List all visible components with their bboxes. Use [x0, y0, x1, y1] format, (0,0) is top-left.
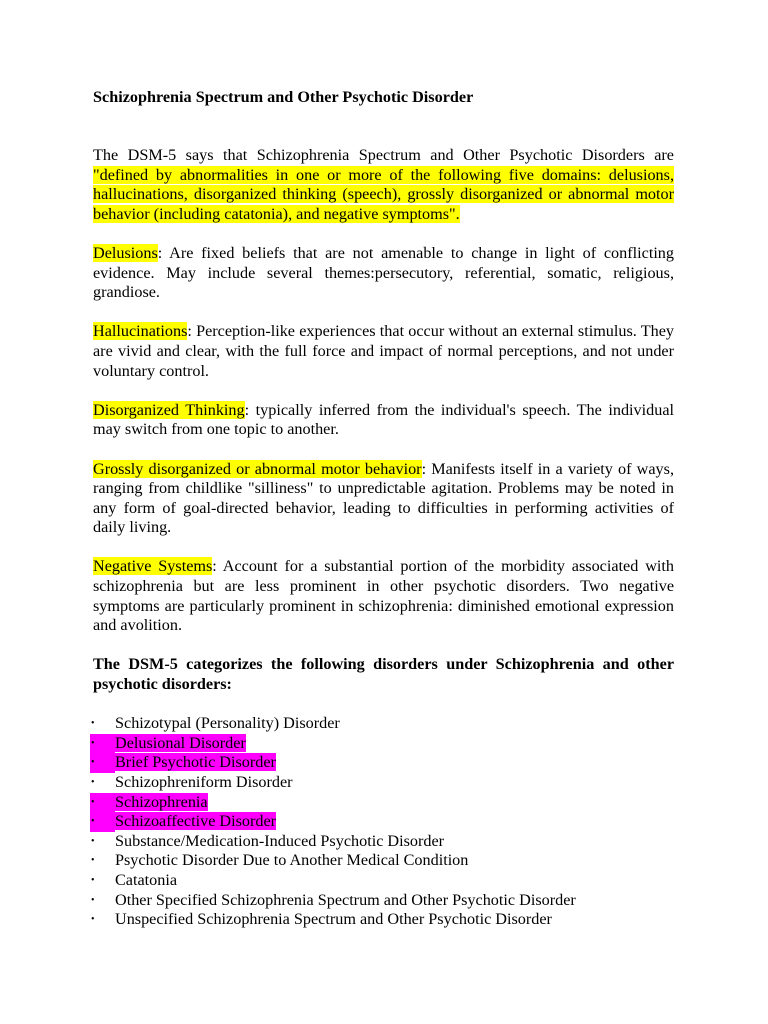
list-item-label: Other Specified Schizophrenia Spectrum and Other Psychotic Disorder [115, 890, 576, 909]
bullet-icon: • [91, 718, 95, 730]
bullet-icon: • [90, 812, 115, 832]
list-item [68, 734, 674, 754]
list-item [68, 832, 674, 852]
definition-text: Perception-like experiences that occur without an external stimulus. They are vivid and clear, with the full force and impact of normal perceptions, and not under voluntary control. [93, 322, 674, 380]
definition-separator: : [212, 557, 223, 576]
definition-term: Hallucinations [93, 322, 188, 341]
document-title: Schizophrenia Spectrum and Other Psychotic Disorder [93, 88, 474, 106]
intro-lead: The DSM-5 says that Schizophrenia Spectrum and Other Psychotic Disorders are [93, 146, 674, 164]
bullet-icon: • [91, 835, 95, 847]
bullet-icon: • [91, 914, 95, 926]
list-item-label: Catatonia [115, 870, 178, 889]
list-item [68, 714, 674, 734]
definition-separator: : [187, 322, 197, 341]
list-item-label: Unspecified Schizophrenia Spectrum and Other Psychotic Disorder [115, 910, 552, 929]
bullet-icon: • [90, 753, 115, 773]
definition-term: Grossly disorganized or abnormal motor behavior [93, 459, 422, 478]
disorder-list [93, 714, 674, 930]
list-item-label: Schizophrenia [115, 792, 208, 811]
list-item [68, 871, 674, 891]
definition-motor-behavior [93, 460, 674, 538]
bullet-icon: • [91, 855, 95, 867]
intro-paragraph [93, 146, 674, 224]
definition-term: Delusions [93, 243, 158, 262]
definition-delusions [93, 244, 674, 303]
bullet-icon: • [90, 734, 115, 754]
list-item [68, 793, 674, 813]
intro-quote: "defined by abnormalities in one or more of the following five domains: delusions, hallucinations, disorganized thinking (speech), grossly disorganized or abnormal motor behavior (including catatonia), and negative symptoms". [93, 165, 674, 223]
definition-text: typically inferred from the individual's speech. The individual may switch from one topic to another. [93, 400, 674, 439]
bullet-icon: • [91, 777, 95, 788]
list-item [68, 891, 674, 911]
definition-text: Manifests itself in a variety of ways, ranging from childlike "silliness" to unpredictable agitation. Problems may be noted in any form of goal-directed behavior, leading to difficulties in performing activities of daily living. [93, 459, 674, 537]
list-item [68, 812, 674, 832]
definition-term: Negative Systems [93, 557, 213, 576]
bullet-icon: • [91, 874, 95, 886]
list-item-label: Delusional Disorder [115, 733, 246, 752]
categories-heading: The DSM-5 categorizes the following disorders under Schizophrenia and other psychotic disorders: [93, 655, 674, 694]
list-item-label: Brief Psychotic Disorder [115, 753, 276, 772]
bullet-icon: • [90, 793, 115, 813]
definition-hallucinations [93, 322, 674, 381]
definition-disorganized-thinking [93, 401, 674, 440]
list-item [68, 851, 674, 871]
definition-text: Account for a substantial portion of the morbidity associated with schizophrenia but are less prominent in other psychotic disorders. Two negative symptoms are particularly prominent in schizophrenia: diminished emotional expression and avolition. [93, 557, 674, 635]
document-page [93, 88, 674, 930]
list-item-label: Schizotypal (Personality) Disorder [115, 714, 340, 733]
definition-separator: : [157, 243, 170, 262]
definition-negative-systems [93, 557, 674, 635]
definition-term: Disorganized Thinking [93, 400, 245, 419]
definition-separator: : [421, 459, 432, 478]
definition-separator: : [244, 400, 256, 419]
list-item [68, 753, 674, 773]
list-item-label: Psychotic Disorder Due to Another Medical Condition [115, 851, 469, 870]
list-item-label: Schizoaffective Disorder [115, 812, 277, 831]
list-item-label: Schizophreniform Disorder [115, 773, 293, 791]
definition-text: Are fixed beliefs that are not amenable to change in light of conflicting evidence. May include several themes:persecutory, referential, somatic, religious, grandiose. [93, 243, 674, 302]
list-item-label: Substance/Medication-Induced Psychotic Disorder [115, 831, 445, 850]
bullet-icon: • [91, 894, 95, 906]
list-item [68, 773, 674, 793]
list-item [68, 910, 674, 930]
